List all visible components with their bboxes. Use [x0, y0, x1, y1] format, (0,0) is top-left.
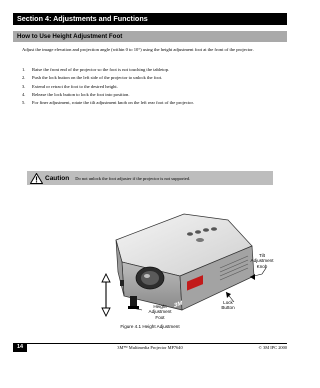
step-number: 3. — [22, 83, 26, 89]
caution-title: Caution — [45, 174, 70, 182]
subsection-title: How to Use Height Adjustment Foot — [13, 31, 287, 42]
page-number: 14 — [13, 343, 27, 352]
projector-illustration — [50, 210, 290, 328]
step-text: Release the lock button to lock the foot into position. — [32, 91, 130, 97]
step-text: Extend or retract the foot to the desired height. — [32, 83, 118, 89]
list-item — [22, 99, 286, 107]
section-title: Section 4: Adjustments and Functions — [13, 13, 287, 25]
warning-triangle-icon — [30, 173, 43, 184]
lock-button-label: Lock Button — [221, 300, 235, 311]
step-text: Raise the front end of the projector so the foot is not touching the tabletop. — [32, 67, 170, 72]
footer-divider — [13, 343, 287, 344]
list-item — [22, 66, 286, 74]
step-text: For finer adjustment, rotate the tilt adjustment knob on the left rear foot of the projector. — [32, 100, 194, 106]
step-number: 5. — [22, 100, 26, 106]
tilt-knob-label: Tilt Adjustment Knob — [250, 253, 274, 269]
list-item — [22, 91, 286, 99]
caution-box — [27, 171, 273, 185]
step-number: 2. — [22, 75, 26, 81]
list-item — [22, 83, 286, 91]
step-number: 4. — [22, 91, 26, 97]
intro-paragraph: Adjust the image elevation and projection angle (within 0 to 10°) using the height adjustment foot at the front of the projector. — [22, 47, 254, 52]
step-number: 1. — [22, 67, 26, 72]
steps-list — [22, 66, 286, 107]
list-item — [22, 74, 286, 82]
step-text: Push the lock button on the left side of the projector to unlock the foot. — [32, 75, 163, 81]
footer-product-name: 3M™ Multimedia Projector MP7640 — [117, 345, 183, 350]
footer-copyright: © 3M IPC 2000 — [258, 345, 287, 350]
brand-mark: 3M — [174, 300, 183, 310]
figure-caption: Figure 4.1 Height Adjustment — [120, 324, 180, 329]
height-foot-label: Height Adjustment Foot — [148, 304, 172, 320]
caution-text: Do not unlock the foot adjuster if the projector is not supported. — [75, 175, 191, 181]
